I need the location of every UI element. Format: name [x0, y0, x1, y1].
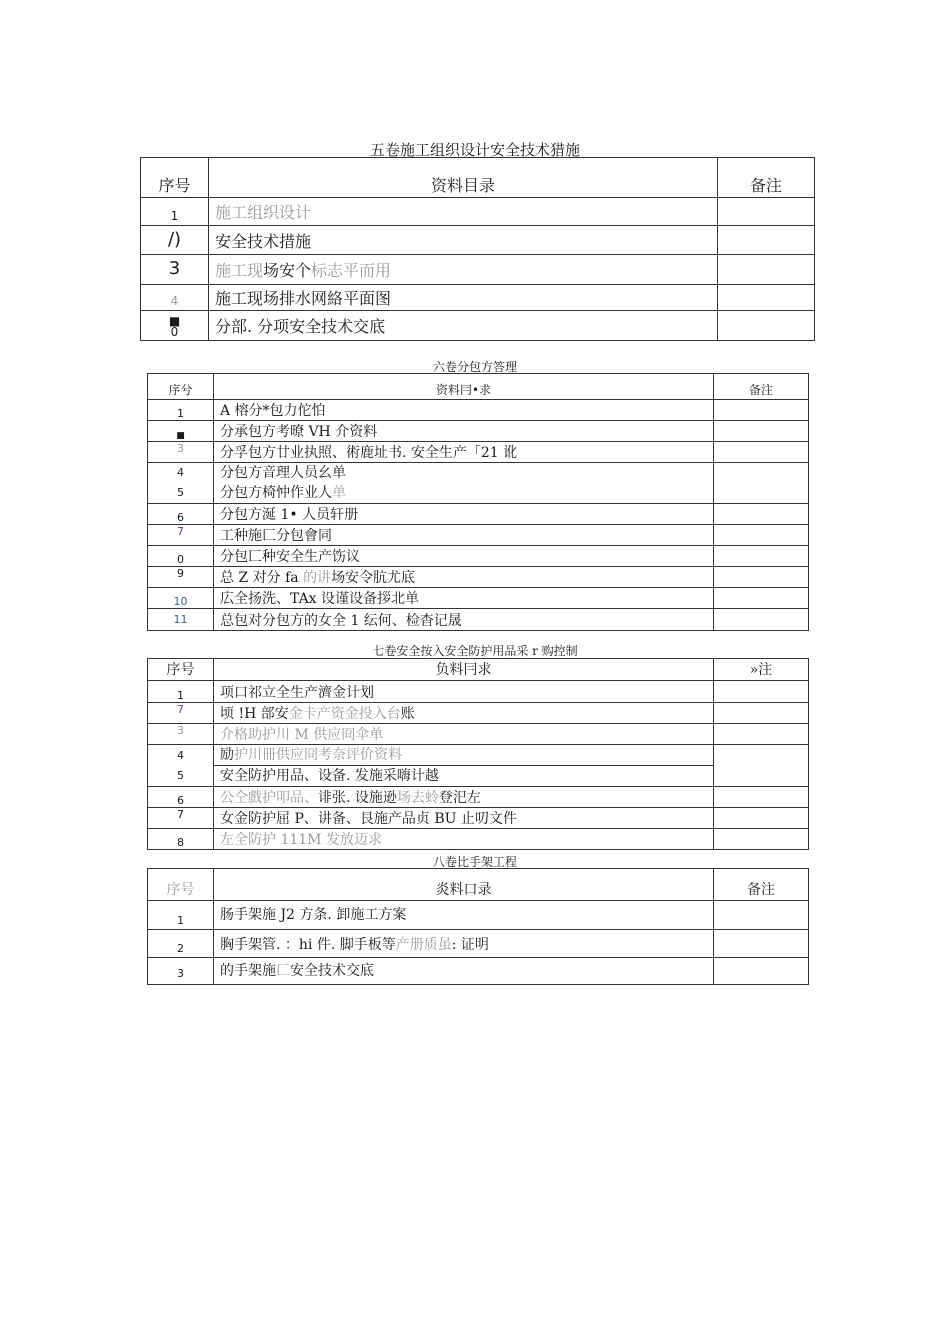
- vol8-table: [147, 868, 809, 985]
- vol8-title: 八卷比手架工程: [432, 855, 517, 869]
- table-header-row: [148, 374, 809, 400]
- row-name: [209, 255, 718, 285]
- row-note: [714, 808, 809, 829]
- row-name: [214, 787, 714, 808]
- row-name-part: 场去蛉: [396, 790, 439, 806]
- row-name-part: 的讲: [303, 570, 332, 586]
- table-row: [148, 745, 809, 787]
- table-row: [148, 400, 809, 421]
- row-name-part: 登汜左: [438, 790, 481, 806]
- table-row: [148, 808, 809, 829]
- header-name: 资料冃•求: [214, 374, 714, 400]
- row-name: 分孚包方廿业执照、術鹿址书. 安全生产「21 讹: [214, 442, 714, 463]
- row-name-part: 施工现: [215, 261, 264, 280]
- table-row: [148, 525, 809, 546]
- header-note: 备注: [714, 374, 809, 400]
- table-row: [148, 787, 809, 808]
- row-note: [714, 525, 809, 546]
- table-row: [148, 442, 809, 463]
- row-note: [714, 463, 809, 504]
- header-seq: 序号: [141, 158, 209, 198]
- vol7-title: 七卷安全按入安全防护用品采 r 购控制: [372, 644, 578, 658]
- row-note: [714, 724, 809, 745]
- header-note: 备注: [714, 869, 809, 901]
- header-name: 负料冃求: [214, 659, 714, 681]
- row-seq: 6: [148, 504, 214, 525]
- row-note: [714, 901, 809, 930]
- table-row: [148, 609, 809, 631]
- row-note: [718, 255, 815, 285]
- row-seq: 2: [148, 930, 214, 958]
- vol5-title: 五卷施工组织设计安全技术猎施: [369, 141, 580, 159]
- row-name-part: 匚: [276, 963, 290, 979]
- row-name-part: 金卡产资金投入台: [288, 706, 401, 722]
- row-note: [714, 745, 809, 787]
- row-seq: 9: [148, 567, 214, 588]
- row-seq-part: 4: [177, 466, 184, 479]
- row-name: 女金防护屈 P、讲备、艮施产品贞 BU 止叨文件: [214, 808, 714, 829]
- header-seq: 序兮: [148, 374, 214, 400]
- row-name-part: 账: [400, 706, 415, 722]
- row-name: 介格助护川 M 供应冏伞单: [214, 724, 714, 745]
- row-seq: ■ 0: [141, 311, 209, 341]
- table-header-row: [141, 158, 815, 198]
- table-row: [148, 504, 809, 525]
- row-name-part: 公仝戲护叩品、: [220, 790, 318, 806]
- row-seq: [148, 745, 214, 787]
- row-name-part: : 证明: [451, 936, 489, 953]
- row-note: [714, 588, 809, 609]
- table-row: [141, 226, 815, 255]
- row-seq-part: 4: [177, 748, 184, 762]
- row-seq: 1: [141, 198, 209, 226]
- row-name-part: 励: [220, 747, 234, 763]
- row-note: [714, 829, 809, 850]
- row-seq: 7: [148, 525, 214, 546]
- row-name: 项口祁立全生产濟金计划: [214, 681, 714, 703]
- row-note: [714, 442, 809, 463]
- row-seq: 1: [148, 901, 214, 930]
- table-row: [148, 421, 809, 442]
- row-seq: /): [141, 226, 209, 255]
- vol6-title: 六卷分包方答理: [432, 360, 517, 374]
- table-row: [148, 829, 809, 850]
- row-name: [214, 567, 714, 588]
- row-name: [214, 745, 714, 787]
- row-name-part: [220, 483, 713, 503]
- row-name: 分部. 分项安全技术交底: [209, 311, 718, 341]
- row-note: [718, 226, 815, 255]
- row-seq: 11: [148, 609, 214, 631]
- table-row: [148, 958, 809, 985]
- table-row: [148, 703, 809, 724]
- table-row: [148, 567, 809, 588]
- row-seq: 10: [148, 588, 214, 609]
- row-note: [718, 198, 815, 226]
- row-seq: 0: [148, 546, 214, 567]
- row-name: [214, 463, 714, 504]
- row-name: 工种施匚分包會同: [214, 525, 714, 546]
- vol6-table: [147, 373, 809, 631]
- vol5-table: [140, 157, 815, 341]
- row-name: 肠手架施 J2 方条. 卸施工方案: [214, 901, 714, 930]
- table-row: [148, 546, 809, 567]
- row-name-part: 分包方音理人员幺单: [220, 465, 346, 481]
- table-row: [141, 285, 815, 311]
- row-name: 安全技术措施: [209, 226, 718, 255]
- table-row: [141, 255, 815, 285]
- row-seq: 3: [141, 255, 209, 285]
- row-note: [714, 504, 809, 525]
- row-seq: 4: [141, 285, 209, 311]
- row-seq: 8: [148, 829, 214, 850]
- table-row: [148, 930, 809, 958]
- row-note: [714, 958, 809, 985]
- table-header-row: [148, 659, 809, 681]
- row-note: [714, 567, 809, 588]
- row-name-part: 总 Z 对分 fa: [220, 570, 304, 586]
- header-note-text: »注: [749, 662, 773, 678]
- header-seq: 序号: [148, 659, 214, 681]
- table-row: [148, 901, 809, 930]
- row-note: [714, 703, 809, 724]
- row-seq: 6: [148, 787, 214, 808]
- row-name-part: 顷 !H 部安: [220, 706, 289, 722]
- row-name: [214, 703, 714, 724]
- row-note: [714, 681, 809, 703]
- row-seq: 7: [148, 703, 214, 724]
- row-name-part: 分包方椅忡作业人: [220, 485, 332, 501]
- header-note: 备注: [718, 158, 815, 198]
- table-row: [141, 198, 815, 226]
- row-seq: ■: [148, 421, 214, 442]
- table-row: [148, 681, 809, 703]
- row-name: 分承包方考暸 VH 介资料: [214, 421, 714, 442]
- row-seq: 7: [148, 808, 214, 829]
- row-name-part: 安全防护用品、设备. 发施采嗨计越: [220, 768, 439, 784]
- row-name: [214, 958, 714, 985]
- row-note: [714, 421, 809, 442]
- table-row: [148, 463, 809, 504]
- row-name: 左全防护 111M 发放迈求: [214, 829, 714, 850]
- row-seq: 1: [148, 681, 214, 703]
- header-note: [714, 659, 809, 681]
- row-name-part: 场安个: [263, 261, 312, 280]
- table-row: [148, 724, 809, 745]
- row-name-part: 单: [332, 485, 346, 501]
- row-name-part: 护川冊供应冏考奈评价资料: [234, 747, 402, 763]
- row-name: 施工组织设计: [209, 198, 718, 226]
- table-header-row: [148, 869, 809, 901]
- row-name: 总包对分包方的女全 1 纭何、检杳记晟: [214, 609, 714, 631]
- row-note: [714, 930, 809, 958]
- row-note: [718, 285, 815, 311]
- row-note: [714, 609, 809, 631]
- row-name-part: 产册质虽: [395, 936, 452, 953]
- header-name: 资料目录: [209, 158, 718, 198]
- row-name-part: 的手架施: [220, 963, 276, 979]
- row-note: [714, 546, 809, 567]
- row-note: [714, 787, 809, 808]
- row-name-part: 标志平而用: [311, 261, 392, 280]
- header-name: 炎料口录: [214, 869, 714, 901]
- row-name: 広全扬洗、TAx 设谨设备拶北单: [214, 588, 714, 609]
- row-note: [714, 400, 809, 421]
- row-name: 施工现场排水网絡平面图: [209, 285, 718, 311]
- row-seq: 3: [148, 442, 214, 463]
- row-name-part: 场安令肮尤底: [331, 570, 416, 586]
- row-seq: 1: [148, 400, 214, 421]
- header-seq: 序号: [148, 869, 214, 901]
- row-name: 分包方涎 1• 人员轩册: [214, 504, 714, 525]
- row-name: 分包匚种安全生产饬议: [214, 546, 714, 567]
- row-name: [214, 930, 714, 958]
- row-name-part: 胸手架管. ：hi 件. 脚手板等: [220, 936, 396, 953]
- table-row: [148, 588, 809, 609]
- vol7-table: [147, 658, 809, 850]
- row-seq-part: 5: [177, 768, 184, 782]
- row-name-part: 诽张. 设施逊: [318, 790, 397, 806]
- row-note: [718, 311, 815, 341]
- row-seq: 3: [148, 724, 214, 745]
- row-name-part: [214, 745, 713, 766]
- row-seq-part: 5: [177, 486, 184, 499]
- row-seq: 3: [148, 958, 214, 985]
- row-seq: [148, 463, 214, 504]
- row-name: A 榕分*包力佗怕: [214, 400, 714, 421]
- table-row: [141, 311, 815, 341]
- row-name-part: 安全技术交底: [290, 963, 374, 979]
